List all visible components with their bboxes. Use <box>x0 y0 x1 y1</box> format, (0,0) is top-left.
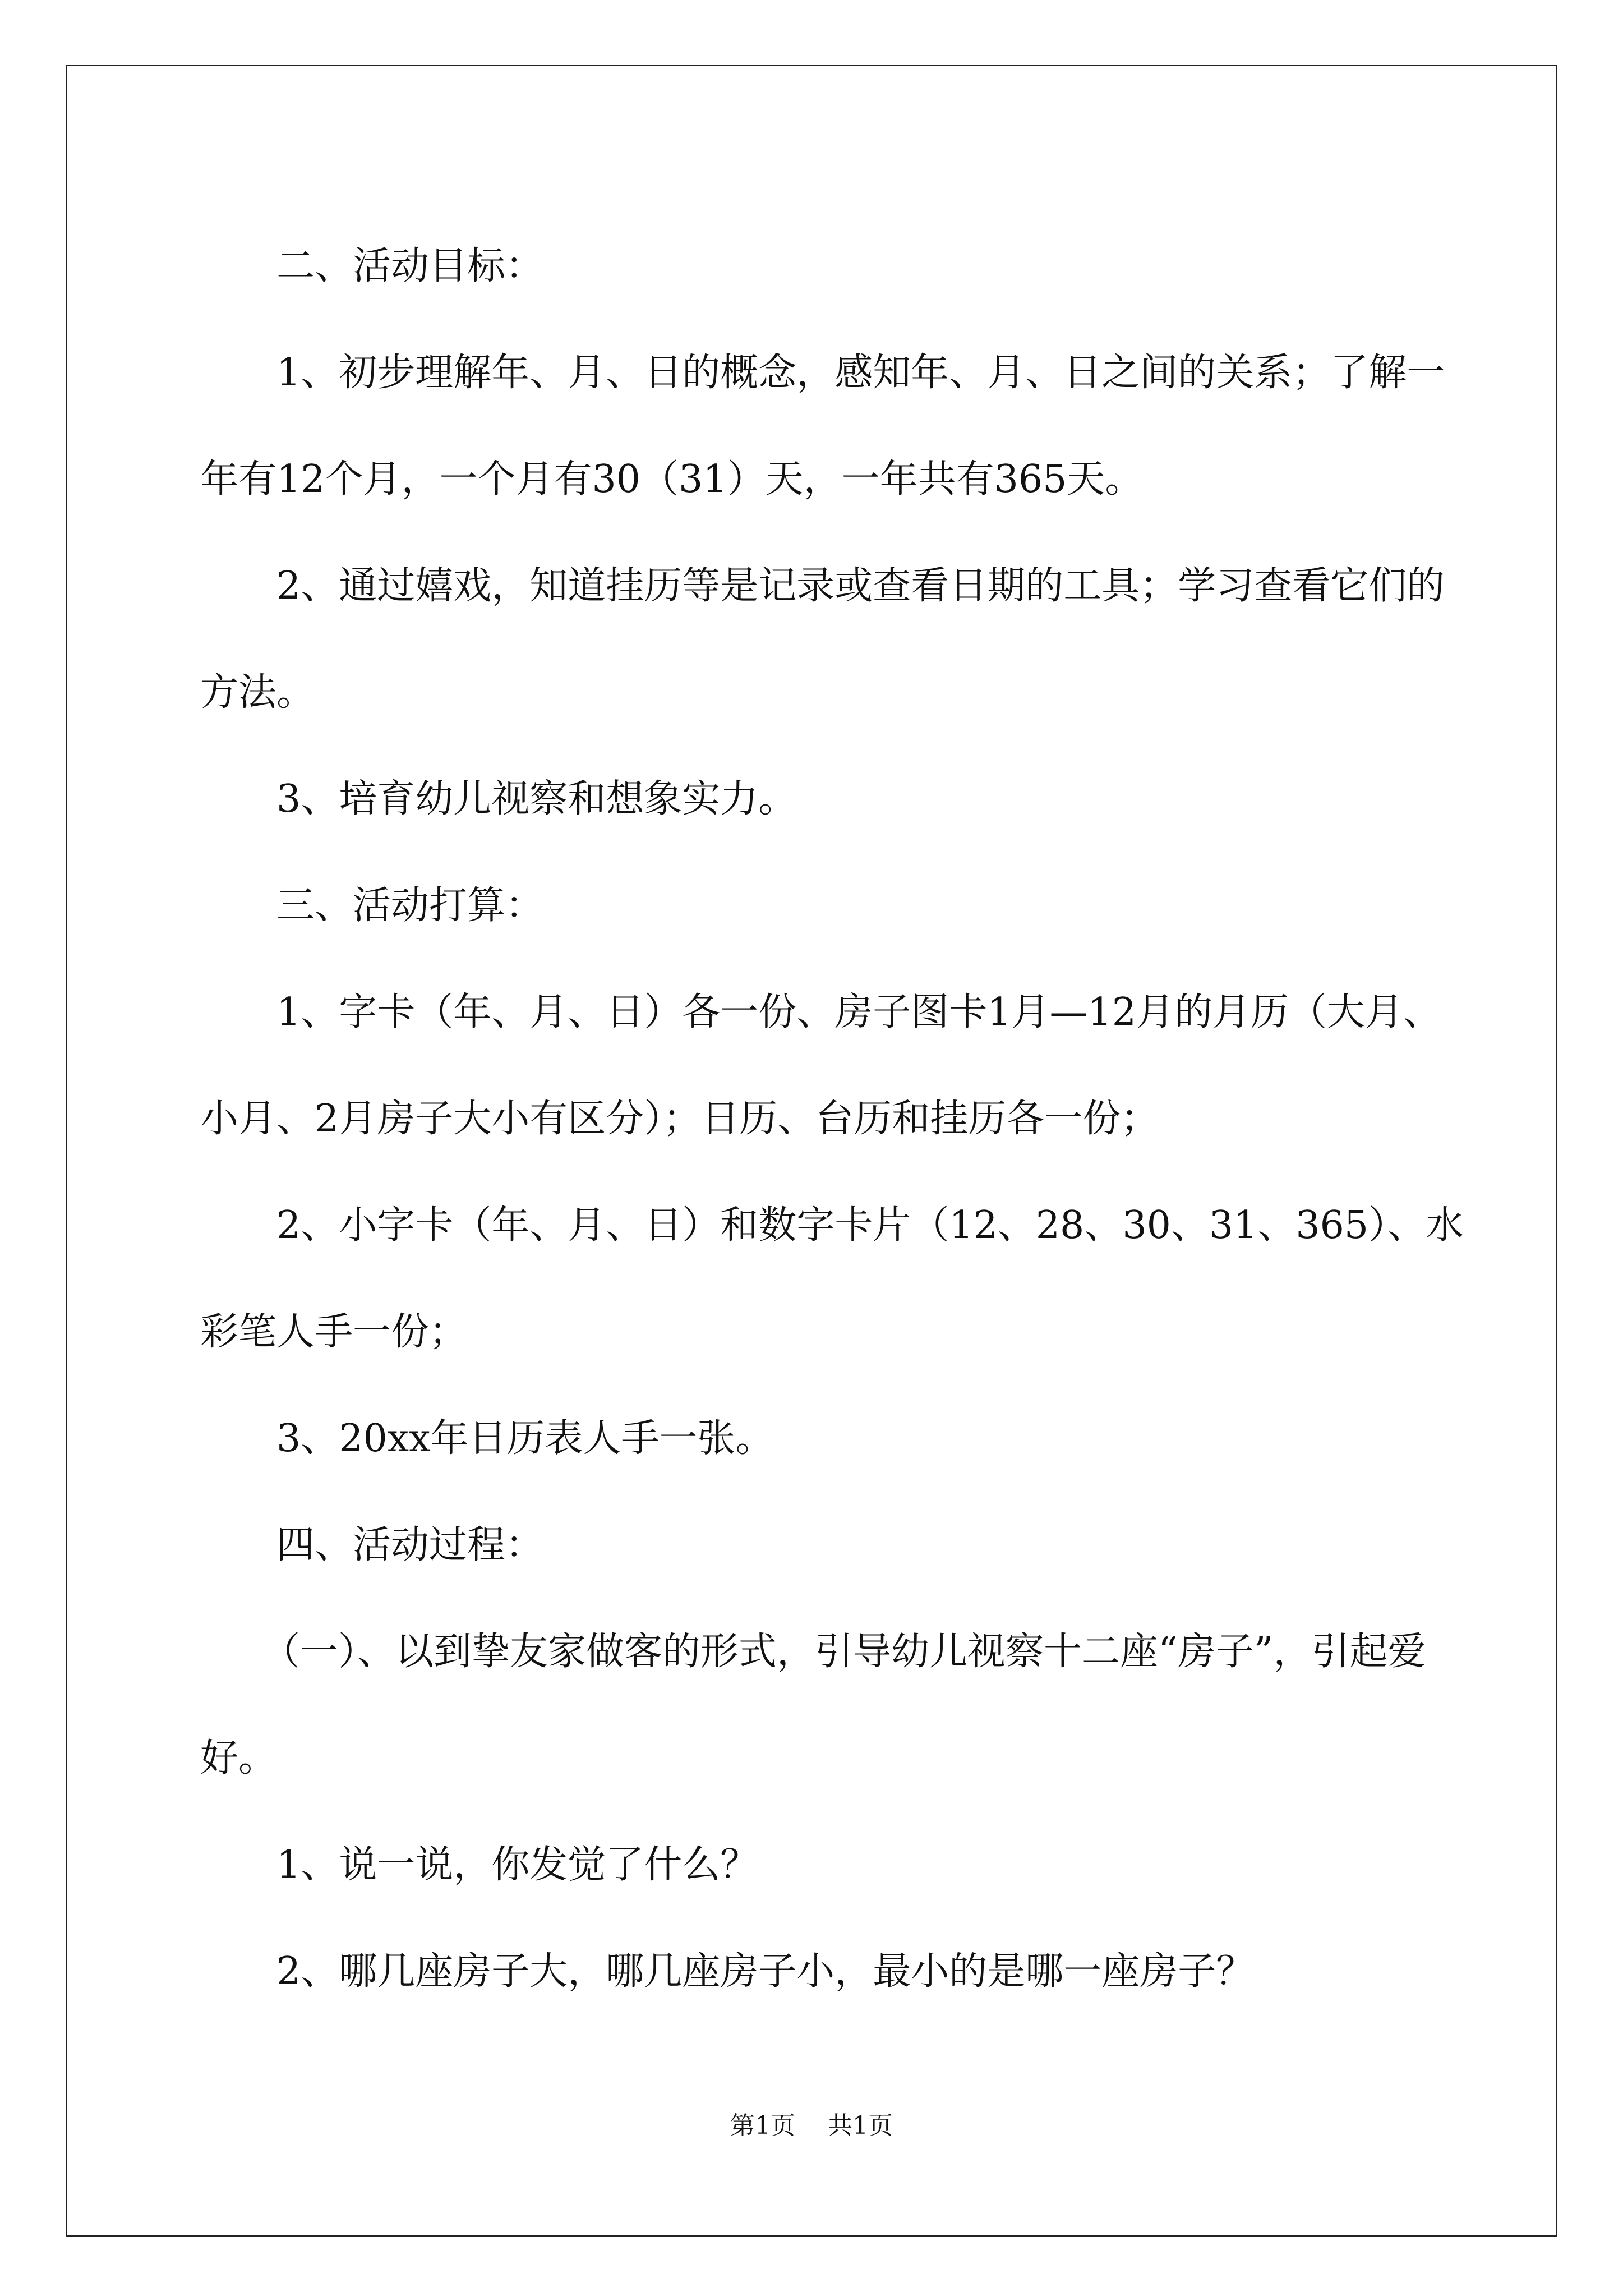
heading-activity-goals: 二、活动目标： <box>276 244 544 288</box>
page-number: 第1页 <box>730 2111 795 2140</box>
preparation-item-2: 2、小字卡（年、月、日）和数字卡片（12、28、30、31、365）、水彩笔人手一份； <box>200 1203 1464 1354</box>
goal-item-1: 1、初步理解年、月、日的概念，感知年、月、日之间的关系；了解一年有12个月，一个月有30（31）天，一年共有365天。 <box>200 351 1445 501</box>
goal-item-2: 2、通过嬉戏，知道挂历等是记录或查看日期的工具；学习查看它们的方法。 <box>200 564 1445 715</box>
preparation-item-3: 3、20xx年日历表人手一张。 <box>276 1416 774 1461</box>
heading-activity-process: 四、活动过程： <box>276 1523 544 1567</box>
goal-item-3: 3、培育幼儿视察和想象实力。 <box>276 777 797 821</box>
preparation-item-1: 1、字卡（年、月、日）各一份、房子图卡1月—12月的月历（大月、小月、2月房子大小有区分）；日历、台历和挂历各一份； <box>200 990 1442 1141</box>
page-total: 共1页 <box>828 2111 893 2140</box>
document-body <box>200 213 1468 2025</box>
page-footer <box>0 2109 1623 2143</box>
heading-activity-preparation: 三、活动打算： <box>276 884 544 928</box>
process-step-1: （一）、以到挚友家做客的形式，引导幼儿视察十二座“房子”，引起爱好。 <box>200 1630 1426 1780</box>
process-question-1: 1、说一说，你发觉了什么？ <box>276 1843 759 1887</box>
process-question-2: 2、哪几座房子大，哪几座房子小，最小的是哪一座房子？ <box>276 1949 1255 1994</box>
